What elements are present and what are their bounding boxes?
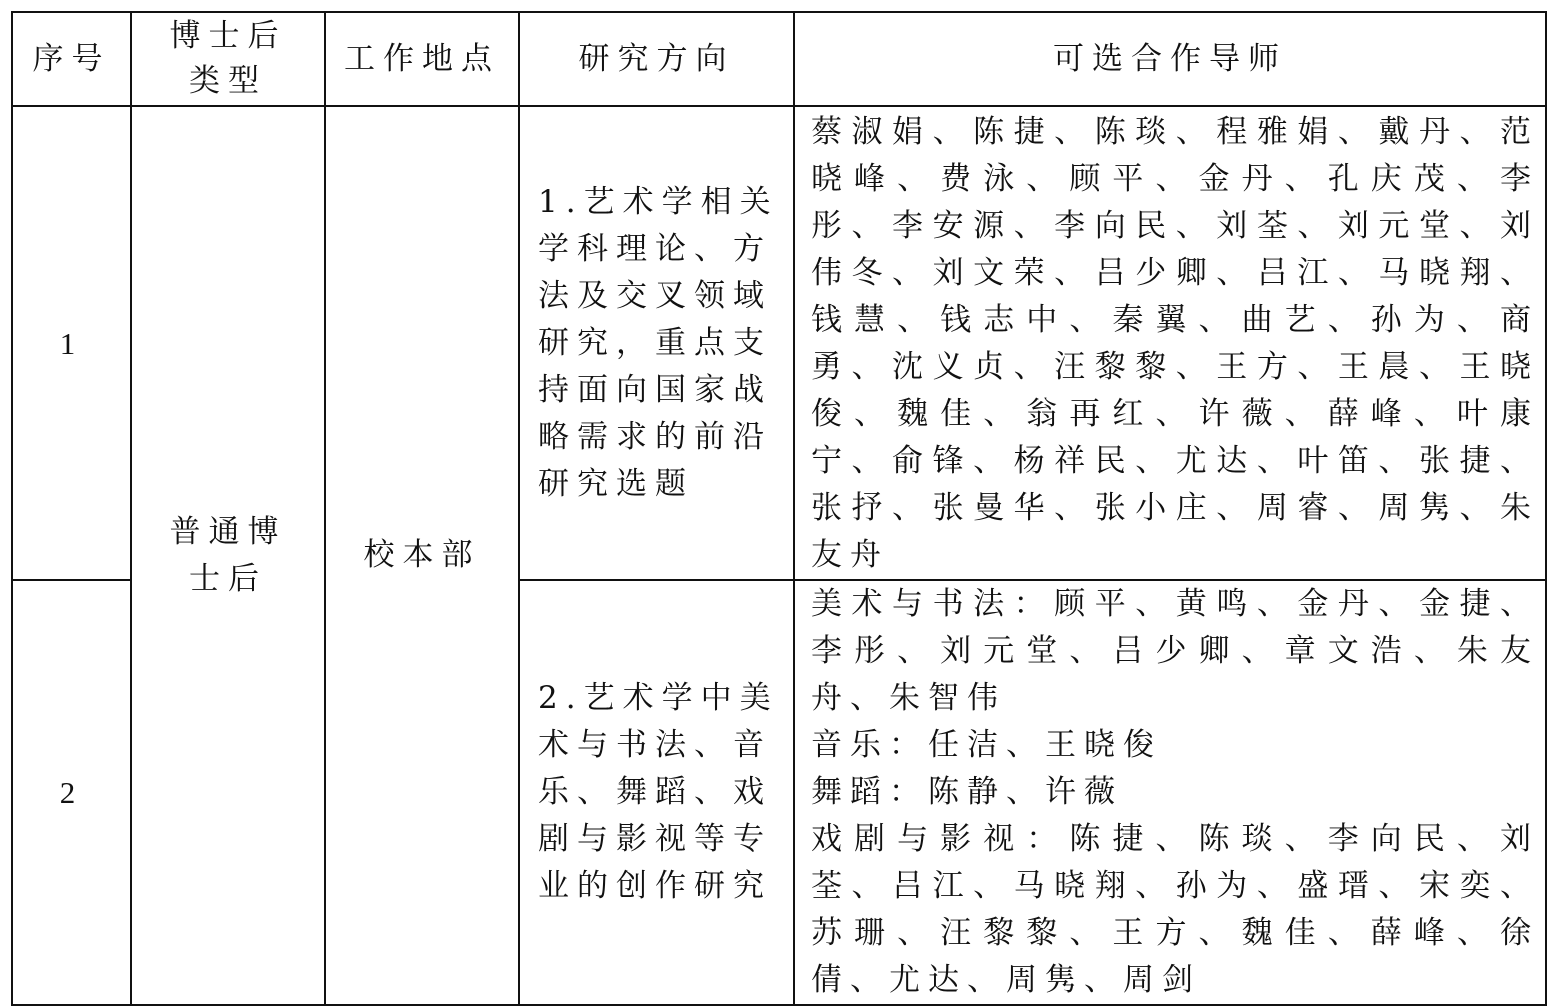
header-index: 序号: [12, 12, 131, 106]
mentor-list: [794, 580, 1546, 1005]
work-location: 校本部: [325, 106, 519, 1005]
research-direction: 1.艺术学相关学科理论、方法及交叉领域研究，重点支持面向国家战略需求的前沿研究选题: [519, 106, 794, 580]
mentor-table: [11, 11, 1547, 1006]
postdoc-type: 普通博士后: [131, 106, 325, 1005]
mentor-group-art-calligraphy: 美术与书法：顾平、黄鸣、金丹、金捷、李彤、刘元堂、吕少卿、章文浩、朱友舟、朱智伟: [811, 586, 1539, 716]
mentor-group-drama-film: 戏剧与影视：陈捷、陈琰、李向民、刘荃、吕江、马晓翔、孙为、盛瑨、宋奕、苏珊、汪黎黎、王方、魏佳、薛峰、徐倩、尤达、周隽、周剑: [811, 821, 1539, 998]
mentor-group-dance: 舞蹈：陈静、许薇: [811, 774, 1123, 810]
header-direction: 研究方向: [519, 12, 794, 106]
mentor-group-music: 音乐：任洁、王晓俊: [811, 727, 1162, 763]
header-type: 博士后类型: [131, 12, 325, 106]
header-mentors: 可选合作导师: [794, 12, 1546, 106]
table-header-row: [12, 12, 1546, 106]
mentor-list: [794, 106, 1546, 580]
table-row: [12, 106, 1546, 580]
row-index: 1: [12, 106, 131, 580]
header-location: 工作地点: [325, 12, 519, 106]
row-index: 2: [12, 580, 131, 1005]
mentor-group: 蔡淑娟、陈捷、陈琰、程雅娟、戴丹、范晓峰、费泳、顾平、金丹、孔庆茂、李彤、李安源、李向民、刘荃、刘元堂、刘伟冬、刘文荣、吕少卿、吕江、马晓翔、钱慧、钱志中、秦翼、曲艺、孙为、商勇、沈义贞、汪黎黎、王方、王晨、王晓俊、魏佳、翁再红、许薇、薛峰、叶康宁、俞锋、杨祥民、尤达、叶笛、张捷、张抒、张曼华、张小庄、周睿、周隽、朱友舟: [811, 114, 1539, 573]
research-direction: 2.艺术学中美术与书法、音乐、舞蹈、戏剧与影视等专业的创作研究: [519, 580, 794, 1005]
